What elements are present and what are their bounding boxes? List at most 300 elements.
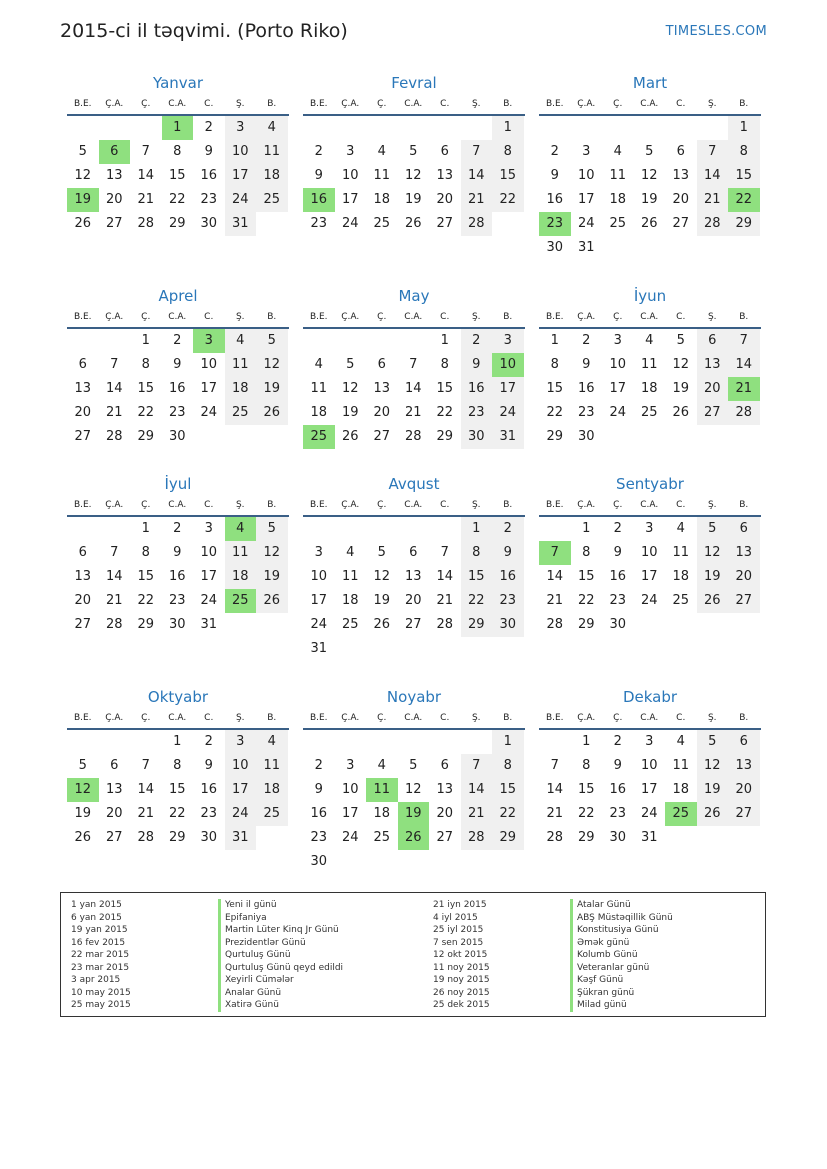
- day-cell: 31: [225, 826, 257, 850]
- day-cell: 3: [204, 521, 213, 536]
- day-cell: 4: [613, 144, 622, 159]
- day-cell: 15: [546, 381, 564, 396]
- weekday-label: Ç.A.: [577, 99, 596, 109]
- empty-cell: [99, 329, 131, 353]
- empty-cell: [67, 116, 99, 140]
- day-cell: 13: [105, 782, 123, 797]
- day-cell: 28: [728, 401, 760, 425]
- day-cell: 25: [672, 593, 690, 608]
- day-cell: 1: [173, 734, 182, 749]
- weekday-label: C.A.: [168, 312, 187, 322]
- weekday-label: B.: [267, 312, 277, 322]
- legend-date: 1 yan 2015: [71, 900, 122, 910]
- day-cell: 27: [105, 216, 123, 231]
- day-cell: 17: [640, 569, 658, 584]
- day-cell: 14: [461, 778, 493, 802]
- weekday-label: B.: [503, 99, 513, 109]
- weekday-label: C.A.: [640, 500, 659, 510]
- day-cell: 17: [640, 782, 658, 797]
- day-cell: 5: [346, 357, 355, 372]
- day-cell: 9: [550, 168, 559, 183]
- weekday-header: [539, 94, 761, 116]
- empty-cell: [366, 116, 398, 140]
- day-cell: 21: [461, 188, 493, 212]
- day-cell: 13: [436, 782, 454, 797]
- day-cell: 30: [310, 854, 328, 869]
- day-cell: 13: [436, 168, 454, 183]
- legend-names-col-1: [218, 899, 343, 1012]
- weekday-label: Ç.: [613, 713, 623, 723]
- day-cell: 4: [377, 144, 386, 159]
- empty-cell: [303, 116, 335, 140]
- legend-date: 19 noy 2015: [433, 975, 490, 985]
- day-cell: 30: [200, 216, 218, 231]
- weekday-label: C.: [204, 500, 214, 510]
- month-4: [67, 285, 289, 449]
- day-cell: 16: [492, 565, 524, 589]
- holiday-day-cell: 19: [398, 802, 430, 826]
- day-grid: [303, 329, 524, 449]
- empty-cell: [99, 116, 131, 140]
- day-cell: 31: [200, 617, 218, 632]
- day-cell: 30: [577, 429, 595, 444]
- empty-cell: [461, 730, 493, 754]
- legend-date: 25 may 2015: [71, 1000, 131, 1010]
- weekday-label: B.E.: [309, 312, 328, 322]
- day-cell: 2: [550, 144, 559, 159]
- legend-holiday-name: Xeyirli Cümələr: [218, 974, 343, 987]
- weekday-label: C.A.: [404, 312, 423, 322]
- legend-date: 3 apr 2015: [71, 975, 121, 985]
- month-10: [67, 686, 289, 850]
- day-cell: 7: [550, 758, 559, 773]
- day-cell: 22: [137, 593, 155, 608]
- empty-cell: [130, 730, 162, 754]
- day-cell: 20: [436, 806, 454, 821]
- empty-cell: [634, 116, 666, 140]
- day-cell: 2: [582, 333, 591, 348]
- day-cell: 17: [341, 192, 359, 207]
- empty-cell: [67, 730, 99, 754]
- month-name: İyun: [633, 287, 667, 305]
- day-cell: 24: [200, 405, 218, 420]
- day-cell: 18: [672, 782, 690, 797]
- day-cell: 28: [105, 617, 123, 632]
- day-cell: 1: [141, 521, 150, 536]
- weekday-label: B.: [267, 99, 277, 109]
- day-grid: [303, 116, 524, 236]
- day-cell: 3: [492, 329, 524, 353]
- legend-date: 6 yan 2015: [71, 912, 122, 923]
- holiday-day-cell: 4: [225, 517, 257, 541]
- day-cell: 16: [200, 782, 218, 797]
- empty-cell: [539, 116, 571, 140]
- empty-cell: [67, 517, 99, 541]
- weekday-label: C.: [440, 713, 450, 723]
- day-cell: 4: [645, 333, 654, 348]
- empty-cell: [429, 730, 461, 754]
- day-cell: 6: [728, 730, 760, 754]
- day-cell: 7: [141, 758, 150, 773]
- day-cell: 22: [577, 593, 595, 608]
- legend-dates-col-1: [71, 899, 131, 1012]
- holiday-day-cell: 16: [303, 188, 335, 212]
- weekday-label: Ç.A.: [341, 500, 360, 510]
- day-cell: 24: [640, 593, 658, 608]
- day-cell: 19: [697, 565, 729, 589]
- month-2: [303, 72, 525, 236]
- weekday-label: Ç.: [377, 500, 387, 510]
- day-cell: 11: [225, 541, 257, 565]
- empty-cell: [335, 329, 367, 353]
- day-cell: 30: [168, 429, 186, 444]
- day-cell: 19: [404, 192, 422, 207]
- empty-cell: [303, 730, 335, 754]
- day-cell: 1: [728, 116, 760, 140]
- weekday-label: Ç.: [613, 500, 623, 510]
- day-cell: 15: [492, 778, 524, 802]
- day-cell: 23: [609, 806, 627, 821]
- legend-holiday-name: Analar Günü: [218, 987, 343, 1000]
- weekday-label: C.A.: [404, 99, 423, 109]
- day-cell: 14: [137, 782, 155, 797]
- day-cell: 7: [141, 144, 150, 159]
- day-cell: 19: [697, 778, 729, 802]
- day-cell: 21: [546, 806, 564, 821]
- day-cell: 9: [582, 357, 591, 372]
- month-5: [303, 285, 525, 449]
- day-cell: 28: [546, 830, 564, 845]
- day-cell: 13: [728, 754, 760, 778]
- day-cell: 27: [404, 617, 422, 632]
- day-cell: 28: [105, 429, 123, 444]
- holiday-day-cell: 12: [67, 778, 99, 802]
- day-cell: 26: [373, 617, 391, 632]
- day-cell: 25: [640, 405, 658, 420]
- day-cell: 28: [137, 830, 155, 845]
- month-7: [67, 473, 289, 637]
- day-cell: 6: [728, 517, 760, 541]
- weekday-label: C.: [204, 312, 214, 322]
- weekday-label: Ç.A.: [105, 500, 124, 510]
- weekday-label: Ş.: [235, 312, 245, 322]
- day-cell: 29: [137, 429, 155, 444]
- holiday-day-cell: 3: [193, 329, 225, 353]
- day-cell: 11: [609, 168, 627, 183]
- day-cell: 27: [436, 216, 454, 231]
- empty-cell: [398, 730, 430, 754]
- day-cell: 22: [168, 806, 186, 821]
- brand-link[interactable]: TIMESLES.COM: [665, 24, 767, 39]
- day-cell: 9: [613, 758, 622, 773]
- weekday-label: Ç.: [377, 713, 387, 723]
- weekday-header: [67, 307, 289, 329]
- day-cell: 26: [256, 401, 288, 425]
- day-cell: 9: [173, 357, 182, 372]
- day-cell: 21: [436, 593, 454, 608]
- holiday-day-cell: 7: [539, 541, 571, 565]
- day-cell: 17: [341, 806, 359, 821]
- day-cell: 22: [492, 802, 524, 826]
- weekday-label: Ş.: [707, 713, 717, 723]
- day-cell: 4: [346, 545, 355, 560]
- day-cell: 27: [105, 830, 123, 845]
- day-cell: 17: [310, 593, 328, 608]
- day-cell: 14: [546, 569, 564, 584]
- day-cell: 29: [461, 613, 493, 637]
- weekday-label: C.A.: [404, 500, 423, 510]
- weekday-label: B.E.: [73, 312, 92, 322]
- day-cell: 11: [341, 569, 359, 584]
- day-cell: 31: [640, 830, 658, 845]
- weekday-label: C.: [440, 99, 450, 109]
- month-8: [303, 473, 525, 661]
- day-cell: 21: [404, 405, 422, 420]
- month-name: May: [398, 287, 430, 305]
- day-cell: 30: [168, 617, 186, 632]
- day-cell: 4: [225, 329, 257, 353]
- day-cell: 20: [728, 565, 760, 589]
- legend-holiday-name: Epifaniya: [218, 912, 343, 925]
- day-cell: 24: [577, 216, 595, 231]
- empty-cell: [303, 329, 335, 353]
- weekday-label: Ç.A.: [577, 713, 596, 723]
- day-cell: 18: [225, 377, 257, 401]
- day-cell: 11: [640, 357, 658, 372]
- day-cell: 14: [546, 782, 564, 797]
- day-cell: 17: [200, 569, 218, 584]
- weekday-header: [539, 708, 761, 730]
- day-cell: 13: [697, 353, 729, 377]
- day-cell: 11: [256, 140, 288, 164]
- day-cell: 12: [672, 357, 690, 372]
- day-cell: 6: [676, 144, 685, 159]
- day-cell: 24: [341, 216, 359, 231]
- empty-cell: [67, 329, 99, 353]
- legend-holiday-name: ABŞ Müstəqillik Günü: [570, 912, 673, 925]
- day-cell: 4: [676, 521, 685, 536]
- weekday-label: B.: [739, 713, 749, 723]
- weekday-label: Ç.A.: [105, 312, 124, 322]
- day-cell: 15: [137, 569, 155, 584]
- day-cell: 18: [310, 405, 328, 420]
- day-cell: 16: [609, 569, 627, 584]
- day-cell: 10: [310, 569, 328, 584]
- day-cell: 31: [492, 425, 524, 449]
- day-cell: 1: [141, 333, 150, 348]
- weekday-label: C.: [204, 713, 214, 723]
- day-cell: 2: [173, 521, 182, 536]
- weekday-label: C.A.: [168, 713, 187, 723]
- day-cell: 17: [225, 164, 257, 188]
- weekday-label: C.A.: [640, 312, 659, 322]
- day-cell: 5: [645, 144, 654, 159]
- weekday-label: Ç.: [377, 312, 387, 322]
- weekday-label: B.E.: [309, 99, 328, 109]
- month-name: Mart: [632, 74, 668, 92]
- day-cell: 5: [256, 517, 288, 541]
- legend-date: 10 may 2015: [71, 987, 131, 998]
- weekday-label: C.: [440, 312, 450, 322]
- day-cell: 22: [546, 405, 564, 420]
- day-cell: 20: [697, 377, 729, 401]
- day-grid: [539, 329, 760, 449]
- weekday-label: Ş.: [707, 99, 717, 109]
- weekday-label: C.: [204, 99, 214, 109]
- day-cell: 4: [314, 357, 323, 372]
- legend-holiday-name: Martin Lüter Kinq Jr Günü: [218, 924, 343, 937]
- day-cell: 2: [204, 120, 213, 135]
- day-cell: 2: [204, 734, 213, 749]
- day-cell: 16: [168, 569, 186, 584]
- legend-date: 25 dek 2015: [433, 1000, 490, 1010]
- day-cell: 19: [74, 806, 92, 821]
- day-cell: 18: [373, 192, 391, 207]
- weekday-label: Ç.: [141, 713, 151, 723]
- empty-cell: [130, 116, 162, 140]
- weekday-label: Ç.A.: [341, 99, 360, 109]
- weekday-label: C.: [676, 500, 686, 510]
- day-cell: 19: [256, 377, 288, 401]
- weekday-label: B.: [503, 500, 513, 510]
- day-cell: 24: [225, 188, 257, 212]
- day-cell: 23: [609, 593, 627, 608]
- day-cell: 10: [609, 357, 627, 372]
- day-cell: 15: [728, 164, 760, 188]
- weekday-label: B.E.: [73, 713, 92, 723]
- weekday-label: C.: [676, 99, 686, 109]
- day-cell: 5: [409, 758, 418, 773]
- day-cell: 7: [409, 357, 418, 372]
- day-cell: 16: [546, 192, 564, 207]
- weekday-header: [539, 307, 761, 329]
- weekday-label: B.: [503, 312, 513, 322]
- day-cell: 9: [204, 144, 213, 159]
- day-cell: 2: [492, 517, 524, 541]
- month-3: [539, 72, 761, 260]
- weekday-label: B.: [739, 500, 749, 510]
- legend-holiday-name: Atalar Günü: [570, 899, 673, 912]
- day-cell: 20: [672, 192, 690, 207]
- holiday-day-cell: 23: [539, 212, 571, 236]
- day-cell: 23: [168, 405, 186, 420]
- month-name: Aprel: [158, 287, 198, 305]
- day-cell: 6: [78, 357, 87, 372]
- day-grid: [67, 517, 288, 637]
- day-cell: 6: [440, 758, 449, 773]
- holiday-day-cell: 25: [303, 425, 335, 449]
- weekday-label: Ç.: [141, 500, 151, 510]
- empty-cell: [398, 329, 430, 353]
- weekday-label: Ç.A.: [105, 99, 124, 109]
- day-cell: 18: [256, 164, 288, 188]
- day-cell: 28: [404, 429, 422, 444]
- day-cell: 17: [609, 381, 627, 396]
- day-cell: 29: [168, 830, 186, 845]
- day-cell: 8: [440, 357, 449, 372]
- day-cell: 26: [697, 802, 729, 826]
- weekday-label: Ç.: [377, 99, 387, 109]
- weekday-label: C.: [676, 713, 686, 723]
- day-cell: 27: [728, 589, 760, 613]
- day-cell: 17: [225, 778, 257, 802]
- legend-date: 12 okt 2015: [433, 950, 488, 960]
- day-cell: 10: [640, 545, 658, 560]
- weekday-label: Ş.: [707, 312, 717, 322]
- day-cell: 7: [461, 754, 493, 778]
- legend-holiday-name: Konstitusiya Günü: [570, 924, 673, 937]
- holiday-day-cell: 21: [728, 377, 760, 401]
- day-cell: 13: [373, 381, 391, 396]
- empty-cell: [398, 517, 430, 541]
- day-cell: 11: [672, 758, 690, 773]
- day-cell: 5: [676, 333, 685, 348]
- day-cell: 20: [105, 806, 123, 821]
- day-cell: 5: [78, 758, 87, 773]
- day-cell: 4: [256, 730, 288, 754]
- legend-holiday-name: Milad günü: [570, 999, 673, 1012]
- day-cell: 6: [78, 545, 87, 560]
- day-cell: 20: [728, 778, 760, 802]
- day-cell: 29: [492, 826, 524, 850]
- legend-date: 25 iyl 2015: [433, 925, 484, 935]
- weekday-label: B.: [739, 99, 749, 109]
- legend-holiday-name: Xatirə Günü: [218, 999, 343, 1012]
- weekday-label: C.: [676, 312, 686, 322]
- day-cell: 4: [377, 758, 386, 773]
- day-cell: 26: [74, 830, 92, 845]
- weekday-label: Ç.A.: [341, 312, 360, 322]
- day-cell: 8: [141, 357, 150, 372]
- day-cell: 14: [461, 164, 493, 188]
- weekday-header: [67, 495, 289, 517]
- day-cell: 10: [577, 168, 595, 183]
- day-cell: 11: [225, 353, 257, 377]
- day-cell: 21: [105, 593, 123, 608]
- weekday-label: Ş.: [235, 500, 245, 510]
- day-cell: 21: [461, 802, 493, 826]
- month-12: [539, 686, 761, 850]
- legend-holiday-name: Prezidentlər Günü: [218, 937, 343, 950]
- weekday-label: B.E.: [545, 99, 564, 109]
- weekday-label: Ç.A.: [341, 713, 360, 723]
- weekday-label: Ş.: [471, 312, 481, 322]
- day-cell: 27: [436, 830, 454, 845]
- weekday-label: B.E.: [545, 500, 564, 510]
- month-name: Dekabr: [622, 688, 678, 706]
- weekday-label: Ç.: [141, 99, 151, 109]
- day-cell: 20: [74, 593, 92, 608]
- day-cell: 6: [377, 357, 386, 372]
- legend-holiday-name: Yeni il günü: [218, 899, 343, 912]
- day-cell: 23: [310, 830, 328, 845]
- day-cell: 10: [200, 357, 218, 372]
- empty-cell: [602, 116, 634, 140]
- day-cell: 8: [141, 545, 150, 560]
- weekday-label: C.A.: [168, 500, 187, 510]
- day-cell: 4: [256, 116, 288, 140]
- day-cell: 7: [110, 545, 119, 560]
- empty-cell: [335, 116, 367, 140]
- day-cell: 28: [461, 212, 493, 236]
- day-cell: 10: [225, 754, 257, 778]
- legend-date: 21 iyn 2015: [433, 900, 487, 910]
- day-cell: 24: [341, 830, 359, 845]
- day-cell: 9: [173, 545, 182, 560]
- day-cell: 29: [137, 617, 155, 632]
- day-cell: 30: [200, 830, 218, 845]
- legend-holiday-name: Kolumb Günü: [570, 949, 673, 962]
